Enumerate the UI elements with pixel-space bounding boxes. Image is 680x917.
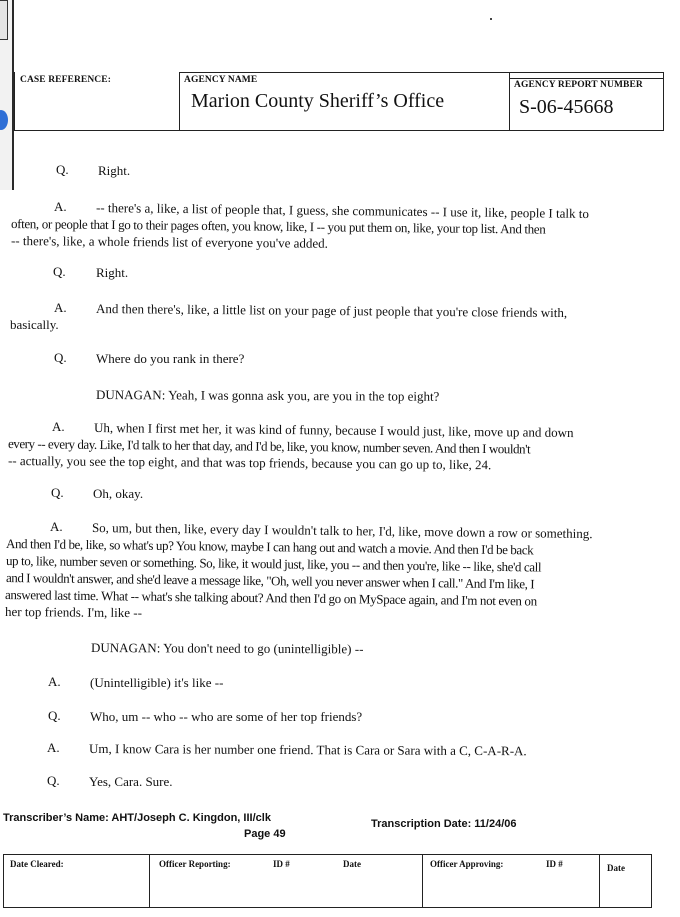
approving-date-cell [599, 855, 651, 907]
speaker-marker: Q. [54, 350, 67, 365]
officer-approving-label: Officer Approving: [430, 859, 504, 869]
officer-approving-cell [422, 855, 600, 907]
transcript-line: Uh, when I first met her, it was kind of funny, because I would just, like, move up and down [93, 420, 574, 441]
transcript-line: answered last time. What -- what's she talking about? And then I'd go on MySpace again, and I'm not even on [4, 587, 537, 609]
transcript-line: often, or people that I go to their pages often, you know, like, I -- you put them on, like, your top list. And then [10, 216, 546, 237]
transcript-line: every -- every day. Like, I'd talk to her that day, and I'd be, like, you know, number seven. And then I wouldn't [7, 436, 531, 457]
transcript-line: And then there's, like, a little list on your page of just people that you're close friends with, [95, 301, 568, 321]
officer-reporting-date-label: Date [343, 859, 361, 869]
transcript-line: Where do you rank in there? [96, 351, 245, 366]
officer-approving-id-label: ID # [546, 859, 563, 869]
officer-reporting-cell [149, 855, 423, 907]
transcript-line: -- there's, like, a whole friends list of everyone you've added. [10, 233, 329, 251]
speaker-marker: Q. [47, 773, 60, 788]
page-number: Page 49 [244, 828, 286, 840]
officer-approving-date-label: Date [607, 863, 625, 873]
speaker-marker: A. [48, 674, 61, 689]
transcript-line: And then I'd be, like, so what's up? You know, maybe I can hang out and watch a movie. And then I'd be back [5, 536, 534, 558]
transcript-line: Oh, okay. [93, 486, 144, 501]
speaker-marker: A. [54, 199, 67, 214]
date-cleared-cell [4, 855, 150, 907]
transcript-line: DUNAGAN: Yeah, I was gonna ask you, are you in the top eight? [95, 387, 440, 404]
transcript-line: Right. [96, 265, 129, 280]
transcript-line: Um, I know Cara is her number one friend. That is Cara or Sara with a C, C-A-R-A. [88, 741, 527, 759]
report-number-label: AGENCY REPORT NUMBER [514, 80, 643, 90]
transcriber-name: Transcriber’s Name: AHT/Joseph C. Kingdon, III/clk [3, 812, 271, 824]
transcript-line: up to, like, number seven or something. So, like, it would just, like, you -- and then you're, like -- like, she'd call [5, 553, 542, 575]
speaker-marker: A. [47, 740, 60, 755]
date-cleared-label: Date Cleared: [10, 859, 64, 869]
transcript-line: -- actually, you see the top eight, and that was top friends, because you can go up to, like, 24. [7, 453, 492, 473]
transcript-line: Yes, Cara. Sure. [89, 774, 173, 789]
signoff-table [3, 854, 652, 908]
speaker-marker: Q. [56, 162, 69, 177]
transcript-line: Right. [98, 163, 131, 178]
speaker-marker: Q. [51, 485, 64, 500]
officer-reporting-label: Officer Reporting: [159, 859, 231, 869]
agency-name-label: AGENCY NAME [184, 75, 258, 85]
case-reference-label: CASE REFERENCE: [20, 75, 111, 85]
transcript-line: (Unintelligible) it's like -- [90, 675, 224, 690]
speaker-marker: A. [54, 300, 67, 315]
transcript-line: DUNAGAN: You don't need to go (unintelligible) -- [90, 640, 364, 657]
speaker-marker: Q. [53, 264, 66, 279]
speaker-marker: A. [50, 519, 63, 534]
transcript-line: her top friends. I'm, like -- [4, 604, 143, 621]
officer-reporting-id-label: ID # [273, 859, 290, 869]
speaker-marker: A. [52, 419, 65, 434]
agency-name: Marion County Sheriff’s Office [191, 90, 445, 112]
transcript-line: So, um, but then, like, every day I wouldn't talk to her, I'd, like, move down a row or something. [91, 520, 593, 542]
transcript-line: basically. [10, 317, 59, 332]
report-number: S-06-45668 [519, 96, 614, 118]
transcript-line: Who, um -- who -- who are some of her top friends? [90, 709, 363, 724]
transcript-line: and I wouldn't answer, and she'd leave a message like, "Oh, well you never answer when I call." And I'm like, I [5, 570, 535, 592]
speaker-marker: Q. [48, 708, 61, 723]
transcript-line: -- there's a, like, a list of people that, I guess, she communicates -- I use it, like, people I talk to [95, 200, 590, 222]
transcription-date: Transcription Date: 11/24/06 [371, 818, 517, 830]
